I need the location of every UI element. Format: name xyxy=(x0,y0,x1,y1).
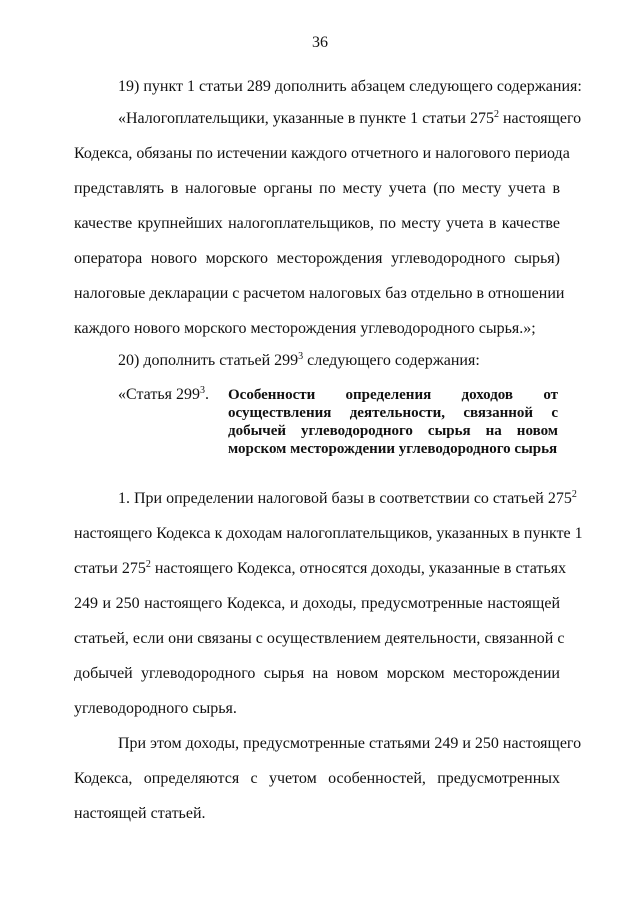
item19-quote-line-1: «Налогоплательщики, указанные в пункте 1 статьи $275^2$ настоящего xyxy=(118,109,582,127)
para1-line-2: настоящего Кодекса к доходам налогоплательщиков, указанных в пункте 1 xyxy=(74,525,583,542)
article-title-line-1: Особенности определения доходов от xyxy=(228,387,558,403)
item19-quote-line-7: каждого нового морского месторождения углеводородного сырья.»; xyxy=(74,320,536,337)
item20-intro: 20) дополнить статьей $299^3$ следующего содержания: xyxy=(118,351,480,369)
item19-quote-line-2: Кодекса, обязаны по истечении каждого отчетного и налогового периода xyxy=(74,145,570,162)
article-title-line-2: осуществления деятельности, связанной с xyxy=(228,405,558,421)
para1-line-5: статьей, если они связаны с осуществлением деятельности, связанной с xyxy=(74,630,565,647)
article-title-line-4: морском месторождении углеводородного сырья xyxy=(228,441,558,457)
para2-line-2: Кодекса, определяются с учетом особенностей, предусмотренных xyxy=(74,770,560,787)
para1-line-6: добычей углеводородного сырья на новом морском месторождении xyxy=(74,665,560,682)
para2-line-1: При этом доходы, предусмотренные статьями 249 и 250 настоящего xyxy=(118,735,582,752)
item19-quote-line-3: представлять в налоговые органы по месту учета (по месту учета в xyxy=(74,180,560,197)
para1-line-4: 249 и 250 настоящего Кодекса, и доходы, предусмотренные настоящей xyxy=(74,595,560,612)
item19-quote-line-6: налоговые декларации с расчетом налоговых баз отдельно в отношении xyxy=(74,285,565,302)
para2-line-3: настоящей статьей. xyxy=(74,805,206,822)
article-label: «Статья $299^3$. xyxy=(118,385,209,403)
item19-quote-line-4: качестве крупнейших налогоплательщиков, по месту учета в качестве xyxy=(74,215,560,232)
item19-intro: 19) пункт 1 статьи 289 дополнить абзацем следующего содержания: xyxy=(118,78,582,95)
article-title-line-3: добычей углеводородного сырья на новом xyxy=(228,423,558,439)
para1-line-7: углеводородного сырья. xyxy=(74,700,237,717)
para1-line-1: 1. При определении налоговой базы в соответствии со статьей $275^2$ xyxy=(118,489,577,507)
para1-line-3: статьи $275^2$ настоящего Кодекса, относятся доходы, указанные в статьях xyxy=(74,559,567,577)
page-number: 36 xyxy=(312,34,328,51)
item19-quote-line-5: оператора нового морского месторождения углеводородного сырья) xyxy=(74,250,560,267)
